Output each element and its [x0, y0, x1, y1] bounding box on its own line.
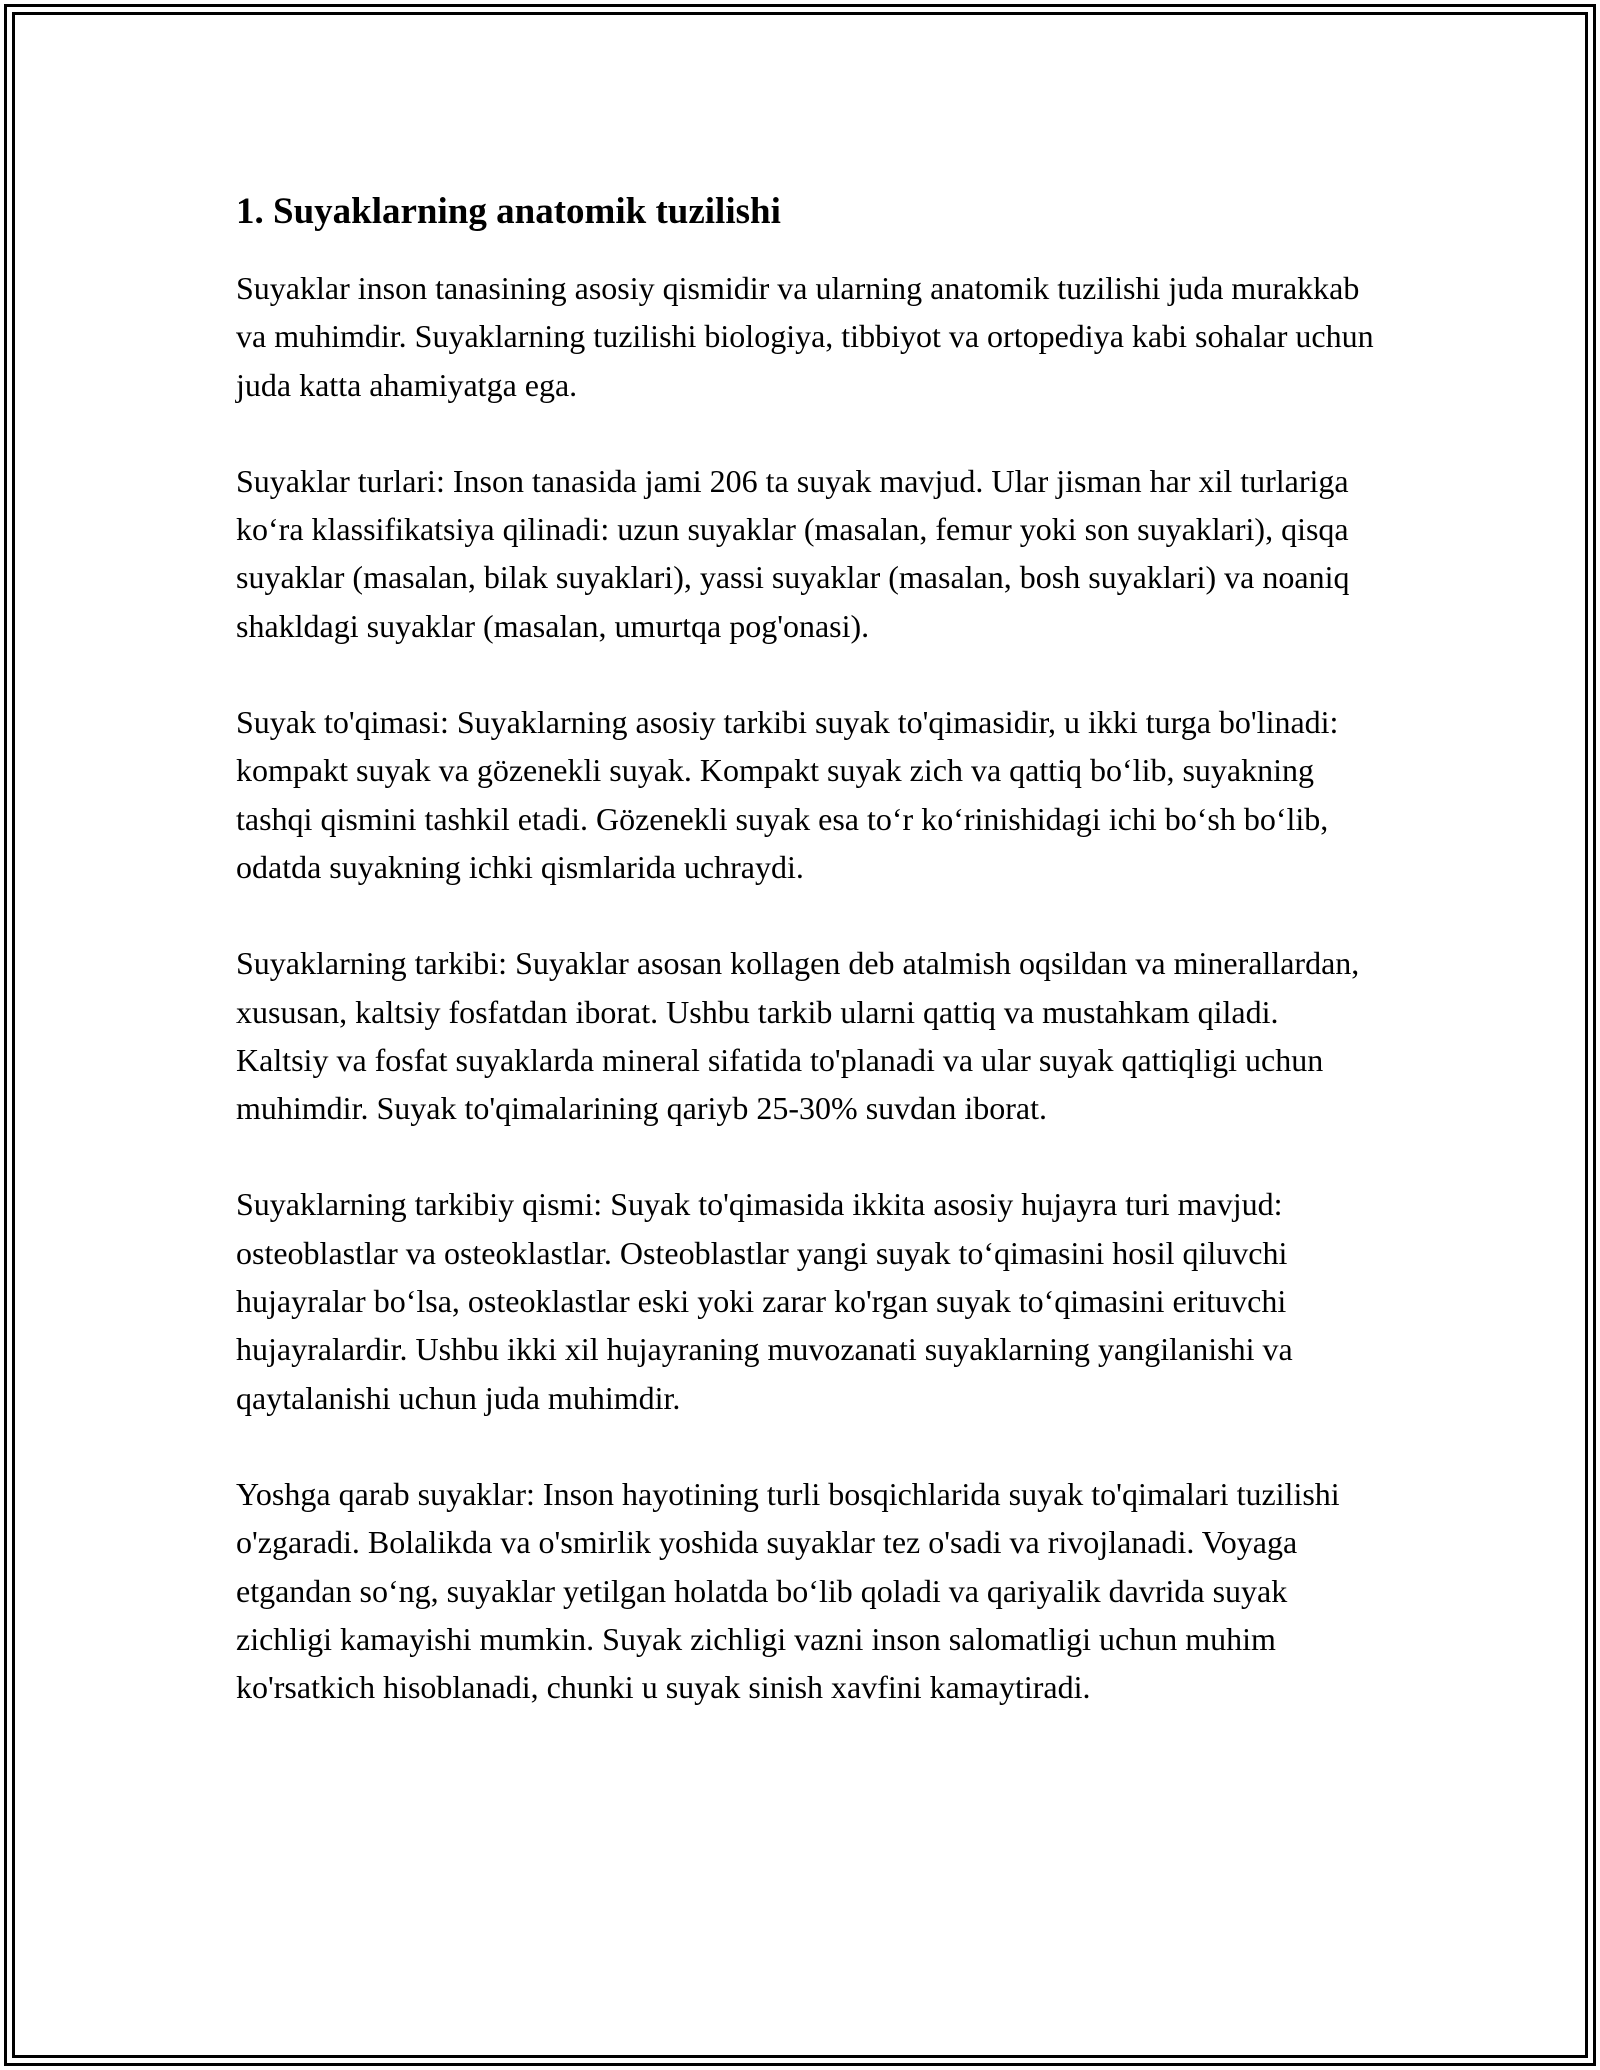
paragraph-bones-by-age: Yoshga qarab suyaklar: Inson hayotining turli bosqichlarida suyak to'qimalari tuzilishi o'zgaradi. Bolalikda va o'smirlik yoshida suyaklar tez o'sadi va rivojlanadi. Voyaga etgandan so‘ng, suyaklar yetilgan holatda bo‘lib qoladi va qariyalik davrida suyak zichligi kamayishi mumkin. Suyak zichligi vazni inson salomatligi uchun muhim ko'rsatkich hisoblanadi, chunki u suyak sinish xavfini kamaytiradi.	[236, 1475, 1340, 1706]
paragraph-bone-cells: Suyaklarning tarkibiy qismi: Suyak to'qimasida ikkita asosiy hujayra turi mavjud: osteoblastlar va osteoklastlar. Osteoblastlar yangi suyak to‘qimasini hosil qiluvchi hujayralar bo‘lsa, osteoklastlar eski yoki zarar ko'rgan suyak to‘qimasini erituvchi hujayralardir. Ushbu ikki xil hujayraning muvozanati suyaklarning yangilanishi va qaytalanishi uchun juda muhimdir.	[236, 1186, 1293, 1416]
document-body	[236, 186, 1376, 1759]
paragraph-intro: Suyaklar inson tanasining asosiy qismidir va ularning anatomik tuzilishi juda murakkab va muhimdir. Suyaklarning tuzilishi biologiya, tibbiyot va ortopediya kabi sohalar uchun juda katta ahamiyatga ega.	[236, 270, 1374, 403]
paragraph-bone-types: Suyaklar turlari: Inson tanasida jami 206 ta suyak mavjud. Ular jisman har xil turlariga ko‘ra klassifikatsiya qilinadi: uzun suyaklar (masalan, femur yoki son suyaklari), qisqa suyaklar (masalan, bilak suyaklari), yassi suyaklar (masalan, bosh suyaklari) va noaniq shakldagi suyaklar (masalan, umurtqa pog'onasi).	[236, 462, 1350, 644]
section-title: 1. Suyaklarning anatomik tuzilishi	[236, 191, 781, 232]
paragraph-bone-tissue: Suyak to'qimasi: Suyaklarning asosiy tarkibi suyak to'qimasidir, u ikki turga bo'linadi: kompakt suyak va gözenekli suyak. Kompakt suyak zich va qattiq bo‘lib, suyakning tashqi qismini tashkil etadi. Gözenekli suyak esa to‘r ko‘rinishidagi ichi bo‘sh bo‘lib, odatda suyakning ichki qismlarida uchraydi.	[236, 704, 1339, 885]
paragraph-bone-composition: Suyaklarning tarkibi: Suyaklar asosan kollagen deb atalmish oqsildan va minerallardan, xususan, kaltsiy fosfatdan iborat. Ushbu tarkib ularni qattiq va mustahkam qiladi. Kaltsiy va fosfat suyaklarda mineral sifatida to'planadi va ular suyak qattiqligi uchun muhimdir. Suyak to'qimalarining qariyb 25-30% suvdan iborat.	[236, 945, 1360, 1127]
